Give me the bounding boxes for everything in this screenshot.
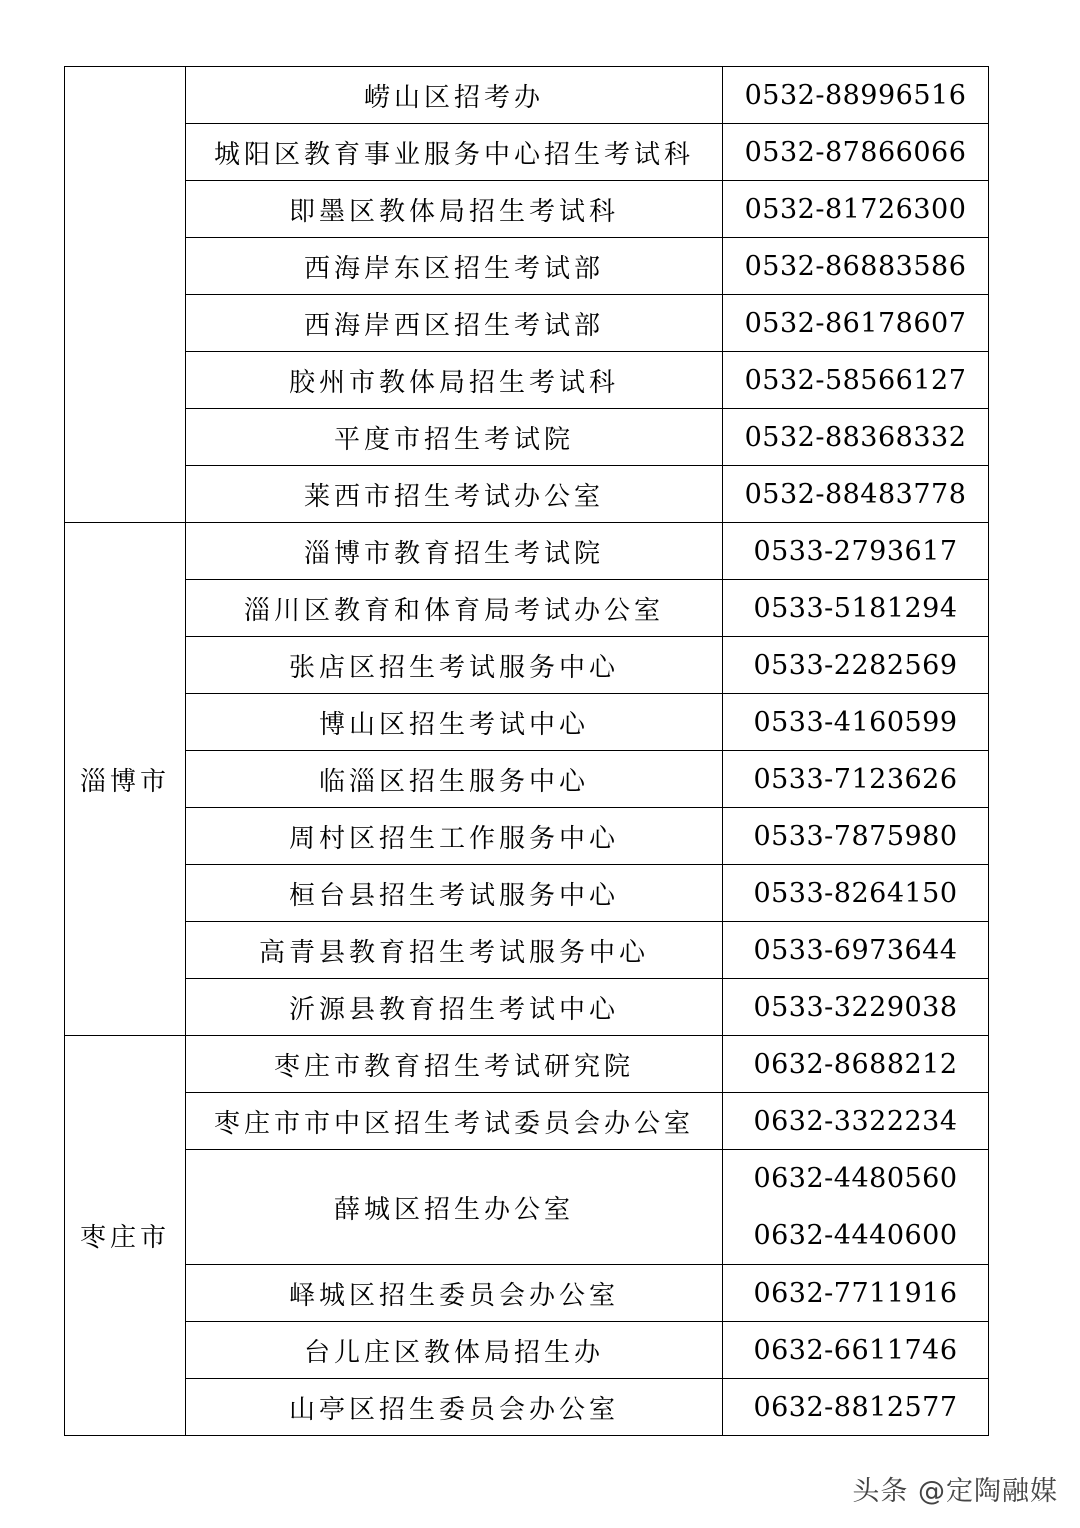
org-name-cell: 枣庄市市中区招生考试委员会办公室 [186,1093,723,1150]
phone-number: 0632-4440600 [753,1220,958,1251]
table-row [65,751,989,808]
city-cell: 淄博市 [65,523,186,1036]
table-row [65,67,989,124]
phone-cell: 0533-7875980 [723,808,989,865]
table-row [65,238,989,295]
org-name-cell: 峄城区招生委员会办公室 [186,1265,723,1322]
phone-cell: 0532-86178607 [723,295,989,352]
phone-cell: 0632-8688212 [723,1036,989,1093]
table-row [65,352,989,409]
phone-cell: 0632-7711916 [723,1265,989,1322]
org-name-cell: 淄博市教育招生考试院 [186,523,723,580]
phone-cell: 0532-88996516 [723,67,989,124]
phone-cell: 0533-8264150 [723,865,989,922]
org-name-cell: 即墨区教体局招生考试科 [186,181,723,238]
table-row [65,124,989,181]
phone-cell: 0532-81726300 [723,181,989,238]
watermark: 头条 @定陶融媒 [852,1476,1058,1507]
phone-cell: 0632-8812577 [723,1379,989,1436]
table-row [65,979,989,1036]
city-cell: 枣庄市 [65,1036,186,1436]
org-name-cell: 城阳区教育事业服务中心招生考试科 [186,124,723,181]
phone-cell: 0532-87866066 [723,124,989,181]
table-row [65,1265,989,1322]
phone-cell: 0533-6973644 [723,922,989,979]
table-row [65,580,989,637]
phone-cell: 0533-2793617 [723,523,989,580]
org-name-cell: 博山区招生考试中心 [186,694,723,751]
table-row [65,922,989,979]
org-name-cell: 胶州市教体局招生考试科 [186,352,723,409]
table-row [65,1093,989,1150]
org-name-cell: 西海岸西区招生考试部 [186,295,723,352]
org-name-cell: 台儿庄区教体局招生办 [186,1322,723,1379]
org-name-cell: 崂山区招考办 [186,67,723,124]
table-row [65,865,989,922]
phone-cell: 0533-5181294 [723,580,989,637]
table-row [65,181,989,238]
table-row [65,523,989,580]
org-name-cell: 淄川区教育和体育局考试办公室 [186,580,723,637]
table-row [65,1322,989,1379]
phone-cell: 0533-2282569 [723,637,989,694]
phone-cell: 0532-86883586 [723,238,989,295]
org-name-cell: 枣庄市教育招生考试研究院 [186,1036,723,1093]
org-name-cell: 山亭区招生委员会办公室 [186,1379,723,1436]
phone-cell: 0532-88483778 [723,466,989,523]
org-name-cell: 桓台县招生考试服务中心 [186,865,723,922]
table-row [65,808,989,865]
phone-cell: 0533-7123626 [723,751,989,808]
table-row [65,637,989,694]
table-row [65,1036,989,1093]
city-cell [65,67,186,523]
phone-cell: 0533-4160599 [723,694,989,751]
org-name-cell: 平度市招生考试院 [186,409,723,466]
org-name-cell: 莱西市招生考试办公室 [186,466,723,523]
phone-cell: 0632-3322234 [723,1093,989,1150]
contact-table [64,66,989,1436]
phone-cell: 0532-58566127 [723,352,989,409]
org-name-cell: 薛城区招生办公室 [186,1150,723,1265]
table-row [65,694,989,751]
org-name-cell: 临淄区招生服务中心 [186,751,723,808]
table-row [65,295,989,352]
org-name-cell: 沂源县教育招生考试中心 [186,979,723,1036]
phone-cell: 0532-88368332 [723,409,989,466]
phone-cell: 0632-6611746 [723,1322,989,1379]
org-name-cell: 西海岸东区招生考试部 [186,238,723,295]
phone-cell: 0533-3229038 [723,979,989,1036]
phone-number: 0632-4480560 [753,1163,958,1194]
org-name-cell: 张店区招生考试服务中心 [186,637,723,694]
table-row [65,1379,989,1436]
table-row [65,466,989,523]
phone-cell [723,1150,989,1265]
org-name-cell: 高青县教育招生考试服务中心 [186,922,723,979]
table-row [65,409,989,466]
org-name-cell: 周村区招生工作服务中心 [186,808,723,865]
